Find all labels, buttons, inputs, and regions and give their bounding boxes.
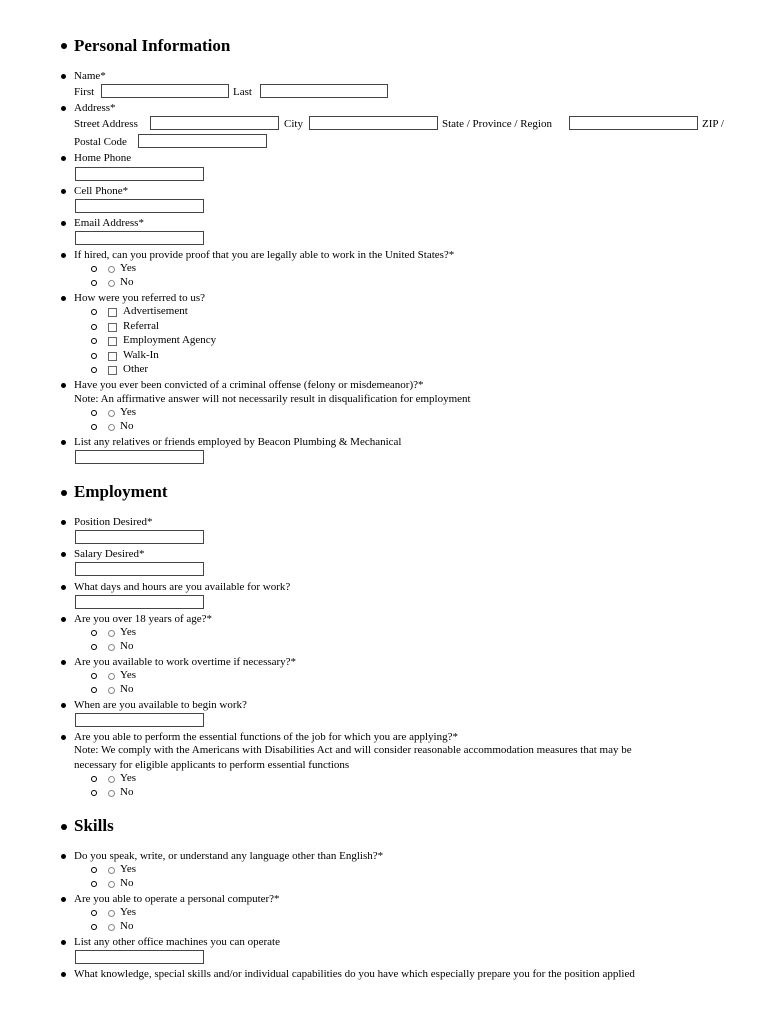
sub-bullet <box>91 367 97 373</box>
position-input[interactable] <box>75 530 204 544</box>
computer-yes-radio[interactable] <box>108 910 115 917</box>
bullet <box>61 552 66 557</box>
sub-bullet <box>91 673 97 679</box>
sub-bullet <box>91 266 97 272</box>
bullet <box>61 897 66 902</box>
section-bullet <box>61 824 67 830</box>
referred-option-label: Advertisement <box>123 305 188 317</box>
section-employment-heading: Employment <box>74 482 168 501</box>
home-phone-label: Home Phone <box>74 152 132 164</box>
essential-yes-label: Yes <box>120 772 137 784</box>
overtime-no-radio[interactable] <box>108 687 115 694</box>
referred-advertisement-checkbox[interactable] <box>108 308 117 317</box>
begin-label: When are you available to begin work? <box>74 699 247 711</box>
bullet <box>61 221 66 226</box>
referred-other-checkbox[interactable] <box>108 366 117 375</box>
referred-question: How were you referred to us? <box>74 292 206 304</box>
position-label: Position Desired* <box>74 516 153 528</box>
over18-yes-radio[interactable] <box>108 630 115 637</box>
essential-question: Are you able to perform the essential functions of the job for which you are applying?* <box>74 731 458 743</box>
overtime-yes-label: Yes <box>120 669 137 681</box>
convicted-no-radio[interactable] <box>108 424 115 431</box>
address-label: Address* <box>74 102 116 114</box>
zip-label: ZIP / <box>702 118 724 130</box>
bullet <box>61 585 66 590</box>
overtime-yes-radio[interactable] <box>108 673 115 680</box>
sub-bullet <box>91 924 97 930</box>
first-name-input[interactable] <box>101 84 229 98</box>
postal-code-label: Postal Code <box>74 136 127 148</box>
sub-bullet <box>91 910 97 916</box>
over18-question: Are you over 18 years of age?* <box>74 613 213 625</box>
street-address-label: Street Address <box>74 118 138 130</box>
begin-input[interactable] <box>75 713 204 727</box>
sub-bullet <box>91 790 97 796</box>
cell-phone-input[interactable] <box>75 199 204 213</box>
name-label: Name* <box>74 70 106 82</box>
overtime-question: Are you available to work overtime if necessary?* <box>74 656 297 668</box>
over18-no-radio[interactable] <box>108 644 115 651</box>
sub-bullet <box>91 410 97 416</box>
sub-bullet <box>91 867 97 873</box>
referred-walkin-checkbox[interactable] <box>108 352 117 361</box>
referred-option-label: Other <box>123 363 149 375</box>
section-bullet <box>61 43 67 49</box>
computer-no-radio[interactable] <box>108 924 115 931</box>
home-phone-input[interactable] <box>75 167 204 181</box>
last-name-input[interactable] <box>260 84 388 98</box>
convicted-note: Note: An affirmative answer will not necessarily result in disqualification for employment <box>74 393 471 405</box>
bullet <box>61 383 66 388</box>
sub-bullet <box>91 338 97 344</box>
email-input[interactable] <box>75 231 204 245</box>
bullet <box>61 617 66 622</box>
referred-option-label: Referral <box>123 320 160 332</box>
sub-bullet <box>91 881 97 887</box>
over18-yes-label: Yes <box>120 626 137 638</box>
sub-bullet <box>91 630 97 636</box>
bullet <box>61 156 66 161</box>
referred-option-label: Employment Agency <box>123 334 217 346</box>
bullet <box>61 660 66 665</box>
referred-referral-checkbox[interactable] <box>108 323 117 332</box>
computer-yes-label: Yes <box>120 906 137 918</box>
language-yes-label: Yes <box>120 863 137 875</box>
bullet <box>61 854 66 859</box>
days-input[interactable] <box>75 595 204 609</box>
over18-no-label: No <box>120 640 134 652</box>
bullet <box>61 106 66 111</box>
essential-no-radio[interactable] <box>108 790 115 797</box>
language-question: Do you speak, write, or understand any language other than English?* <box>74 850 384 862</box>
essential-no-label: No <box>120 786 134 798</box>
language-no-radio[interactable] <box>108 881 115 888</box>
sub-bullet <box>91 687 97 693</box>
machines-input[interactable] <box>75 950 204 964</box>
sub-bullet <box>91 644 97 650</box>
convicted-question: Have you ever been convicted of a criminal offense (felony or misdemeanor)?* <box>74 379 424 391</box>
referred-option-label: Walk-In <box>123 349 159 361</box>
cell-phone-label: Cell Phone* <box>74 185 129 197</box>
bullet <box>61 440 66 445</box>
city-input[interactable] <box>309 116 438 130</box>
postal-code-input[interactable] <box>138 134 267 148</box>
computer-question: Are you able to operate a personal computer?* <box>74 893 280 905</box>
legal-question: If hired, can you provide proof that you are legally able to work in the United States?* <box>74 249 455 261</box>
convicted-yes-radio[interactable] <box>108 410 115 417</box>
convicted-no-label: No <box>120 420 134 432</box>
days-label: What days and hours are you available for work? <box>74 581 291 593</box>
essential-note-line1: Note: We comply with the Americans with Disabilities Act and will consider reasonable accommodation measures that may be <box>74 744 632 756</box>
street-address-input[interactable] <box>150 116 279 130</box>
bullet <box>61 972 66 977</box>
sub-bullet <box>91 280 97 286</box>
email-label: Email Address* <box>74 217 144 229</box>
sub-bullet <box>91 309 97 315</box>
machines-label: List any other office machines you can operate <box>74 936 280 948</box>
overtime-no-label: No <box>120 683 134 695</box>
section-skills-heading: Skills <box>74 816 114 835</box>
bullet <box>61 703 66 708</box>
essential-note-line2: necessary for eligible applicants to perform essential functions <box>74 759 350 771</box>
sub-bullet <box>91 776 97 782</box>
bullet <box>61 735 66 740</box>
computer-no-label: No <box>120 920 134 932</box>
convicted-yes-label: Yes <box>120 406 137 418</box>
city-label: City <box>284 118 303 130</box>
referred-agency-checkbox[interactable] <box>108 337 117 346</box>
legal-no-label: No <box>120 276 134 288</box>
knowledge-question: What knowledge, special skills and/or individual capabilities do you have which especially prepare you for the position applied <box>74 968 635 980</box>
state-label: State / Province / Region <box>442 118 552 130</box>
salary-input[interactable] <box>75 562 204 576</box>
bullet <box>61 520 66 525</box>
section-bullet <box>61 490 67 496</box>
relatives-label: List any relatives or friends employed by Beacon Plumbing & Mechanical <box>74 436 402 448</box>
relatives-input[interactable] <box>75 450 204 464</box>
essential-yes-radio[interactable] <box>108 776 115 783</box>
language-yes-radio[interactable] <box>108 867 115 874</box>
sub-bullet <box>91 324 97 330</box>
first-name-label: First <box>74 86 95 98</box>
last-name-label: Last <box>233 86 252 98</box>
legal-no-radio[interactable] <box>108 280 115 287</box>
state-input[interactable] <box>569 116 698 130</box>
bullet <box>61 74 66 79</box>
salary-label: Salary Desired* <box>74 548 145 560</box>
sub-bullet <box>91 424 97 430</box>
language-no-label: No <box>120 877 134 889</box>
bullet <box>61 940 66 945</box>
legal-yes-radio[interactable] <box>108 266 115 273</box>
section-personal-heading: Personal Information <box>74 36 231 55</box>
legal-yes-label: Yes <box>120 262 137 274</box>
sub-bullet <box>91 353 97 359</box>
bullet <box>61 189 66 194</box>
bullet <box>61 296 66 301</box>
bullet <box>61 253 66 258</box>
